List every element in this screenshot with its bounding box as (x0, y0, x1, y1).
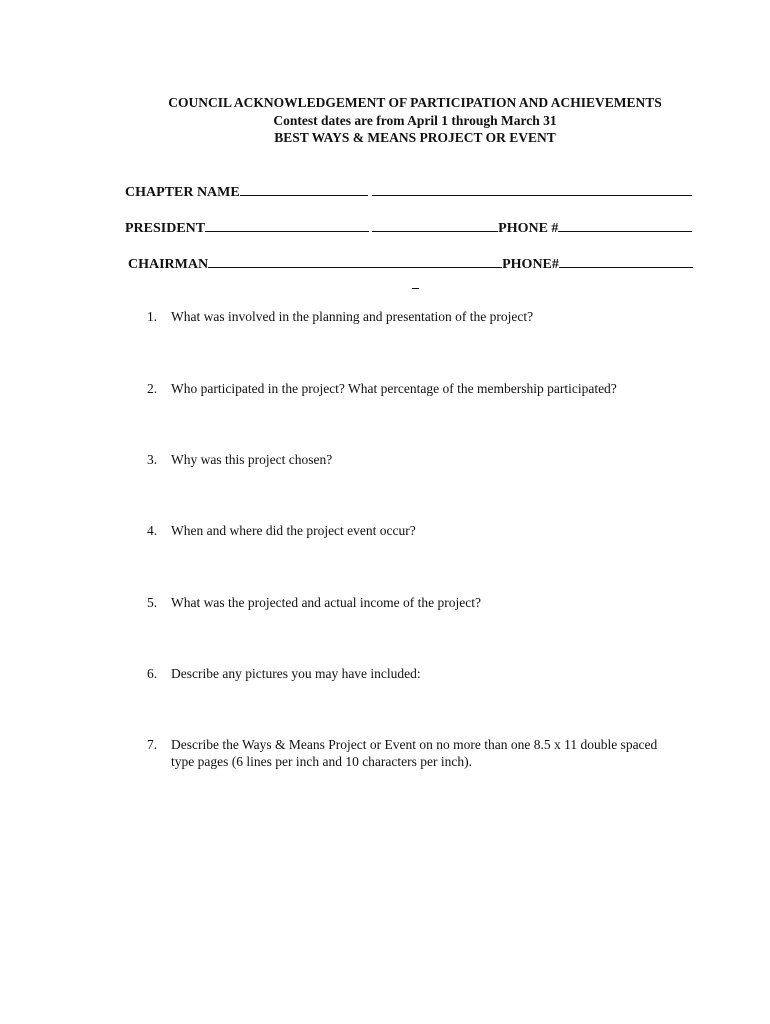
chairman-overflow-dash (412, 282, 419, 289)
chairman-label: CHAIRMAN (128, 257, 209, 272)
president-blank-line-2[interactable] (372, 218, 498, 232)
chairman-row (128, 254, 693, 274)
question-item (147, 594, 707, 611)
header-title: COUNCIL ACKNOWLEDGEMENT OF PARTICIPATION AND ACHIEVEMENTS (168, 95, 662, 110)
question-text: Who participated in the project? What percentage of the membership participated? (171, 381, 617, 396)
question-number: 6. (147, 666, 158, 681)
question-item (147, 451, 707, 468)
header-subtitle: BEST WAYS & MEANS PROJECT OR EVENT (274, 130, 556, 145)
chapter-name-row (125, 182, 692, 202)
question-item (147, 736, 677, 770)
question-number: 5. (147, 595, 158, 610)
question-item (147, 380, 707, 397)
question-text: What was involved in the planning and presentation of the project? (171, 309, 534, 324)
chapter-name-label: CHAPTER NAME (125, 185, 240, 200)
document-header (60, 94, 770, 147)
chairman-phone-label: PHONE# (502, 257, 559, 272)
question-text: Why was this project chosen? (171, 452, 333, 467)
question-number: 4. (147, 523, 158, 538)
chapter-name-blank-line-2[interactable] (372, 182, 692, 196)
chairman-phone-blank-line[interactable] (559, 254, 693, 268)
header-contest-dates: Contest dates are from April 1 through March 31 (273, 112, 557, 128)
chapter-name-blank-line[interactable] (240, 182, 368, 196)
question-text: When and where did the project event occur? (171, 523, 416, 538)
president-row (125, 218, 692, 238)
chairman-blank-line[interactable] (208, 254, 502, 268)
question-text: What was the projected and actual income of the project? (171, 595, 481, 610)
question-number: 2. (147, 381, 158, 396)
question-item (147, 522, 707, 539)
question-text: Describe any pictures you may have included: (171, 666, 421, 681)
question-text: Describe the Ways & Means Project or Event on no more than one 8.5 x 11 double spaced type pages (6 lines per inch and 10 characters per inch). (171, 737, 658, 769)
president-label: PRESIDENT (125, 221, 206, 236)
president-phone-blank-line[interactable] (558, 218, 692, 232)
president-phone-label: PHONE # (498, 221, 559, 236)
question-number: 7. (147, 737, 158, 752)
question-number: 1. (147, 309, 158, 324)
question-item (147, 665, 707, 682)
president-blank-line[interactable] (205, 218, 369, 232)
question-item (147, 308, 707, 325)
question-number: 3. (147, 452, 158, 467)
